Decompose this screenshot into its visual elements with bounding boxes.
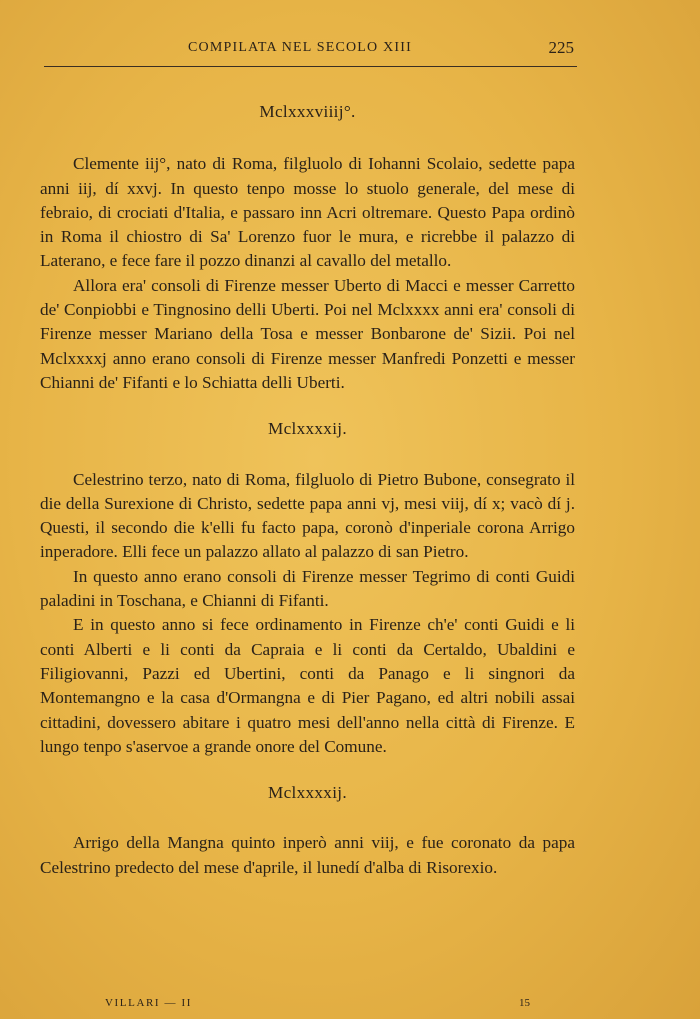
paragraph: In questo anno erano consoli di Firenze messer Tegrimo di conti Guidi paladini in Toschana, e Chianni di Fifanti. xyxy=(40,566,575,611)
footer-signature: VILLARI — II xyxy=(105,997,193,1009)
header-rule xyxy=(44,66,577,67)
year-heading: Mclxxxxij. xyxy=(268,783,347,803)
body-text xyxy=(40,100,575,880)
paragraph: E in questo anno si fece ordinamento in Firenze ch'e' conti Guidi e li conti Alberti e li conti da Capraia e li conti da Certaldo, Ubaldini e Filigiovanni, Pazzi ed Ubertini, conti da Panago e li singnori da Montemangno e la casa d'Ormangna e di Pier Pagano, ed altri nobili assai cittadini, dovessero abitare i quatro mesi dell'anno nella città di Firenze. E lungo tenpo s'aservoe a grande onore del Comune. xyxy=(40,615,575,756)
page-footer xyxy=(100,997,530,1013)
paragraph: Clemente iij°, nato di Roma, filgluolo di Iohanni Scolaio, sedette papa anni iij, dí xxvj. In questo tenpo mosse lo stuolo generale, del mese di febraio, di crociati d'Italia, e passaro inn Acri oltremare. Questo Papa ordinò in Roma il chiostro di Sa' Lorenzo fuor le mura, e ricrebbe il palazzo di Laterano, e fece fare il pozzo dinanzi al cavallo del metallo. xyxy=(40,154,575,271)
sheet-number: 15 xyxy=(519,997,530,1009)
year-heading: Mclxxxxij. xyxy=(268,419,347,439)
paragraph: Allora era' consoli di Firenze messer Uberto di Macci e messer Carretto de' Conpiobbi e Tingnosino delli Uberti. Poi nel Mclxxxx anni era' consoli di Firenze messer Mariano della Tosa e messer Bonbarone de' Sizii. Poi nel Mclxxxxj anno erano consoli di Firenze messer Manfredi Ponzetti e messer Chianni de' Fifanti e lo Schiatta delli Uberti. xyxy=(40,275,575,392)
running-head xyxy=(40,38,580,62)
page-number: 225 xyxy=(548,38,574,57)
paragraph: Arrigo della Mangna quinto inperò anni viij, e fue coronato da papa Celestrino predecto del mese d'aprile, il lunedí d'alba di Risorexio. xyxy=(40,833,575,877)
year-heading: Mclxxxviiij°. xyxy=(259,102,356,121)
running-title: COMPILATA NEL SECOLO XIII xyxy=(188,40,412,55)
paragraph: Celestrino terzo, nato di Roma, filgluolo di Pietro Bubone, consegrato il die della Surexione di Christo, sedette papa anni vj, mesi viij, dí x; vacò dí j. Questi, il secondo die k'elli fu facto papa, coronò d'inperiale corona Arrigo inperadore. Elli fece un palazzo allato al palazzo di san Pietro. xyxy=(40,469,575,562)
